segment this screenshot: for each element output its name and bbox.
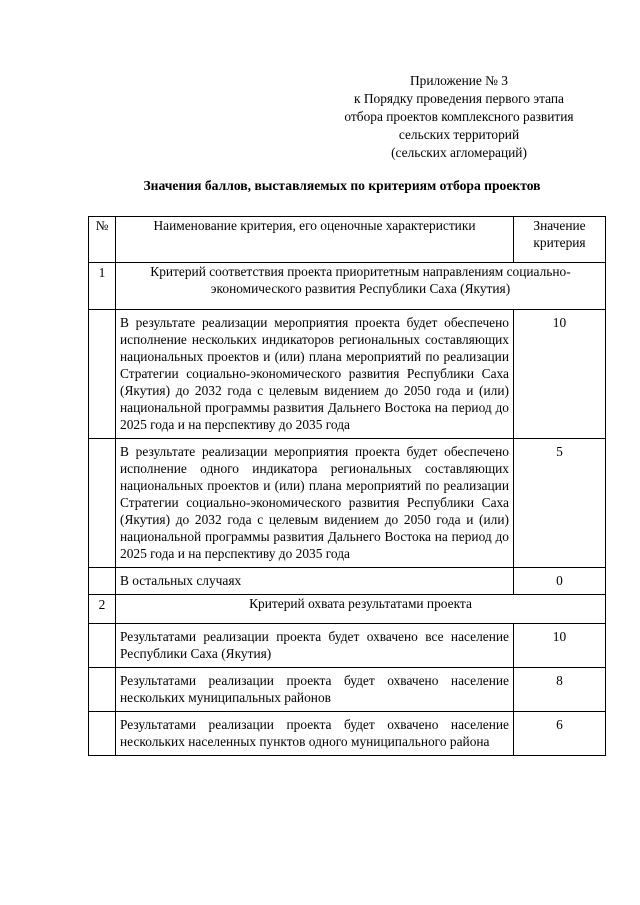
criterion-value: 8 xyxy=(514,668,606,712)
section-row-2 xyxy=(89,595,606,624)
table-row xyxy=(89,624,606,668)
header-name: Наименование критерия, его оценочные характеристики xyxy=(116,217,514,263)
criteria-table xyxy=(88,216,606,756)
header-num: № xyxy=(89,217,116,263)
empty-cell xyxy=(89,568,116,595)
appendix-line: Приложение № 3 xyxy=(409,73,509,88)
criterion-description: Результатами реализации проекта будет охвачено все население Республики Саха (Якутия) xyxy=(116,624,514,668)
section-row-1 xyxy=(89,263,606,310)
criterion-description: В остальных случаях xyxy=(116,568,514,595)
section-title: Критерий соответствия проекта приоритетным направлениям социально-экономического развития Республики Саха (Якутия) xyxy=(116,263,606,310)
criterion-value: 5 xyxy=(514,439,606,568)
criterion-description: В результате реализации мероприятия проекта будет обеспечено исполнение нескольких индикаторов региональных составляющих национальных проектов и (или) плана мероприятий по реализации Стратегии социально-экономического развития Республики Саха (Якутия) до 2032 года с целевым видением до 2050 года и (или) национальной программы развития Дальнего Востока на период до 2025 года и на перспективу до 2035 года xyxy=(116,310,514,439)
appendix-header xyxy=(300,72,618,162)
appendix-line: сельских территорий xyxy=(398,127,520,142)
criterion-description: Результатами реализации проекта будет охвачено население нескольких населенных пунктов одного муниципального района xyxy=(116,712,514,756)
empty-cell xyxy=(89,712,116,756)
criterion-value: 0 xyxy=(514,568,606,595)
criterion-value: 10 xyxy=(514,624,606,668)
document-title: Значения баллов, выставляемых по критериям отбора проектов xyxy=(143,178,541,193)
empty-cell xyxy=(89,668,116,712)
appendix-line: (сельских агломераций) xyxy=(391,145,527,160)
table-row xyxy=(89,712,606,756)
appendix-line: отбора проектов комплексного развития xyxy=(344,109,574,124)
empty-cell xyxy=(89,310,116,439)
criterion-description: В результате реализации мероприятия проекта будет обеспечено исполнение одного индикатора региональных составляющих национальных проектов и (или) плана мероприятий по реализации Стратегии социально-экономического развития Республики Саха (Якутия) до 2032 года с целевым видением до 2050 года и (или) национальной программы развития Дальнего Востока на период до 2025 года и на перспективу до 2035 года xyxy=(116,439,514,568)
section-number: 1 xyxy=(89,263,116,310)
table-row xyxy=(89,668,606,712)
table-row xyxy=(89,310,606,439)
table-header-row xyxy=(89,217,606,263)
table-row xyxy=(89,568,606,595)
criterion-value: 10 xyxy=(514,310,606,439)
criterion-value: 6 xyxy=(514,712,606,756)
header-value: Значение критерия xyxy=(514,217,606,263)
empty-cell xyxy=(89,624,116,668)
section-number: 2 xyxy=(89,595,116,624)
empty-cell xyxy=(89,439,116,568)
table-row xyxy=(89,439,606,568)
appendix-line: к Порядку проведения первого этапа xyxy=(354,91,564,106)
criterion-description: Результатами реализации проекта будет охвачено население нескольких муниципальных районов xyxy=(116,668,514,712)
section-title: Критерий охвата результатами проекта xyxy=(116,595,606,624)
